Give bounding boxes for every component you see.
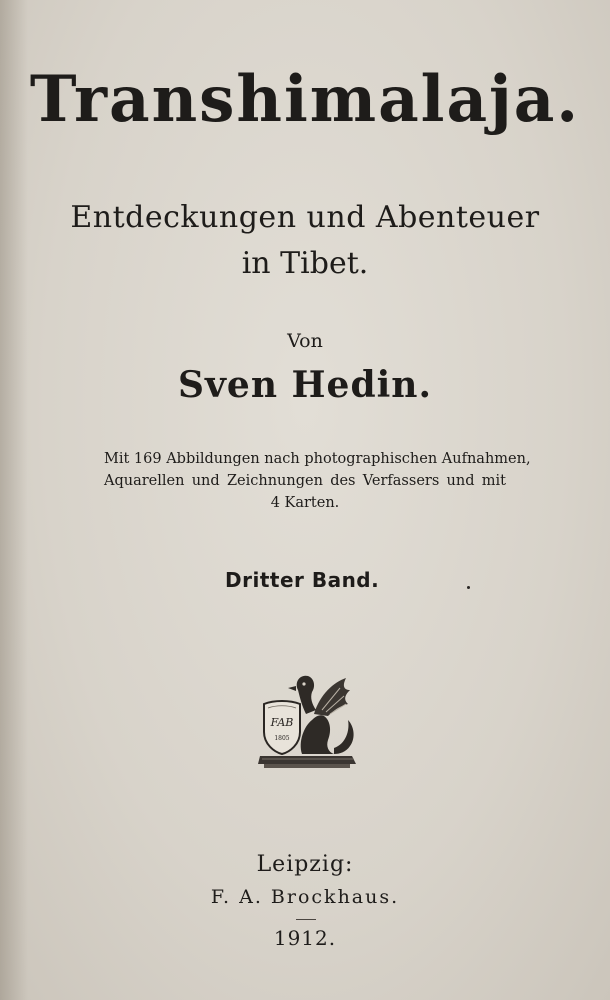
by-label: Von [287, 330, 323, 352]
subtitle-line-2: in Tibet. [241, 246, 369, 281]
divider-rule [296, 919, 316, 920]
illustrations-line-2: Aquarellen und Zeichnungen des Verfassers und mit [104, 473, 506, 489]
illustrations-line-1: Mit 169 Abbildungen nach photographischen Aufnahmen, [104, 451, 531, 467]
publisher-name: F. A. Brockhaus. [210, 886, 400, 908]
svg-text:1805: 1805 [274, 735, 290, 742]
subtitle-line-1: Entdeckungen und Abenteuer [70, 200, 540, 235]
publication-year: 1912. [273, 926, 337, 950]
svg-text:FAB: FAB [270, 716, 294, 729]
author-name: Sven Hedin. [178, 364, 432, 406]
spine-shadow [0, 0, 28, 1000]
illustrations-line-3: 4 Karten. [270, 495, 340, 511]
publication-place: Leipzig: [256, 852, 354, 877]
ink-speck [467, 586, 470, 589]
volume-label: Dritter Band. [225, 568, 380, 592]
book-title: Transhimalaja. [29, 62, 581, 137]
griffin-emblem-icon [254, 664, 360, 774]
illustrations-note [104, 448, 531, 514]
